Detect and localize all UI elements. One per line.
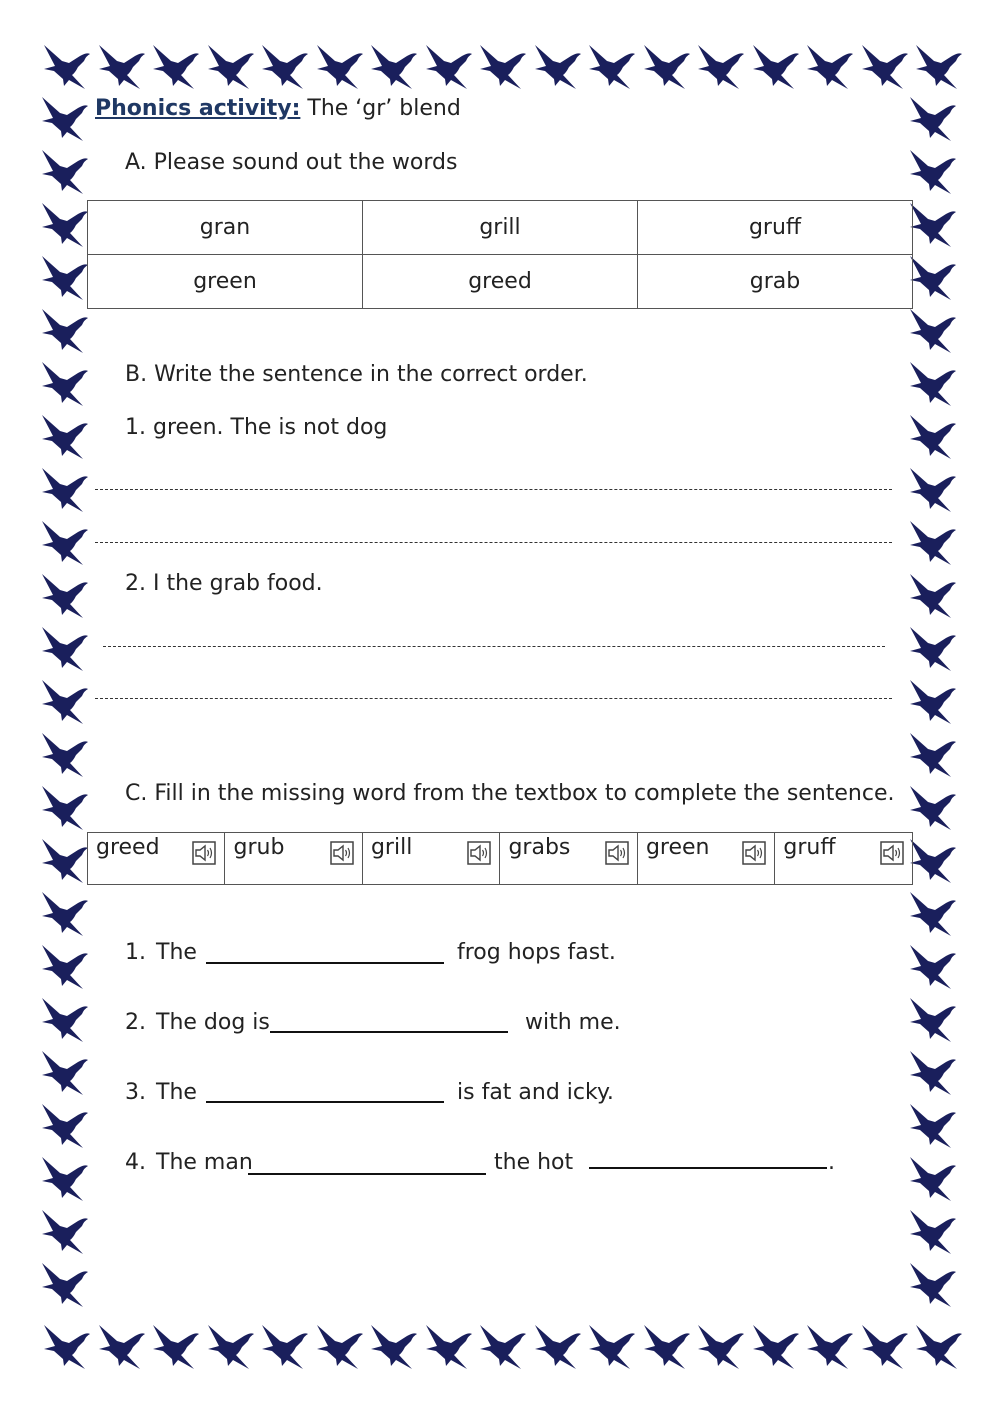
section-a-heading: A. Please sound out the words [125,150,458,175]
word-bank-item [637,833,774,885]
speaker-icon[interactable] [880,841,904,865]
table-row [88,255,913,309]
word-bank-item [225,833,362,885]
sentence-number: 4. [125,1150,146,1175]
scrambled-sentence-1: 1. green. The is not dog [125,415,388,440]
sentence-text: The dog is [156,1010,270,1035]
title-text: The ‘gr’ blend [300,96,461,121]
speaker-icon[interactable] [467,841,491,865]
sentence-text: frog hops fast. [457,940,616,965]
sentence-text: The [156,940,197,965]
answer-line[interactable] [95,542,892,543]
answer-line[interactable] [103,646,885,647]
word-bank-item [500,833,637,885]
word-bank-word: greed [96,835,160,860]
scrambled-sentence-2: 2. I the grab food. [125,571,323,596]
sentence-text: The [156,1080,197,1105]
word-bank-word: green [645,835,710,860]
word-bank-word: grub [233,835,285,860]
section-c-heading: C. Fill in the missing word from the textbox to complete the sentence. [125,781,895,806]
fill-blank[interactable] [206,962,444,964]
sentence-text: . [828,1150,835,1175]
table-row [88,201,913,255]
sentence-number: 1. [125,940,146,965]
fill-blank[interactable] [270,1031,508,1033]
speaker-icon[interactable] [192,841,216,865]
word-bank-item [88,833,225,885]
sentence-text: with me. [525,1010,621,1035]
answer-line[interactable] [95,489,892,490]
word-cell: grab [638,255,913,309]
fill-blank[interactable] [589,1167,827,1169]
word-cell: grill [363,201,638,255]
worksheet-title [95,96,461,121]
title-label: Phonics activity: [95,96,301,121]
word-cell: gruff [638,201,913,255]
word-cell: greed [363,255,638,309]
word-cell: gran [88,201,363,255]
sentence-text: the hot [494,1150,574,1175]
word-cell: green [88,255,363,309]
sentence-number: 3. [125,1080,146,1105]
word-bank-word: grill [370,835,413,860]
word-bank [87,832,913,885]
word-bank-row [88,833,913,885]
sentence-text: The man [156,1150,253,1175]
speaker-icon[interactable] [330,841,354,865]
fill-blank[interactable] [248,1173,486,1175]
speaker-icon[interactable] [742,841,766,865]
word-bank-word: grabs [508,835,571,860]
answer-line[interactable] [95,698,892,699]
word-bank-item [362,833,499,885]
fill-blank[interactable] [206,1101,444,1103]
speaker-icon[interactable] [605,841,629,865]
word-bank-word: gruff [783,835,836,860]
section-b-heading: B. Write the sentence in the correct order. [125,362,588,387]
sentence-number: 2. [125,1010,146,1035]
word-table [87,200,913,309]
word-bank-item [775,833,913,885]
sentence-text: is fat and icky. [457,1080,614,1105]
